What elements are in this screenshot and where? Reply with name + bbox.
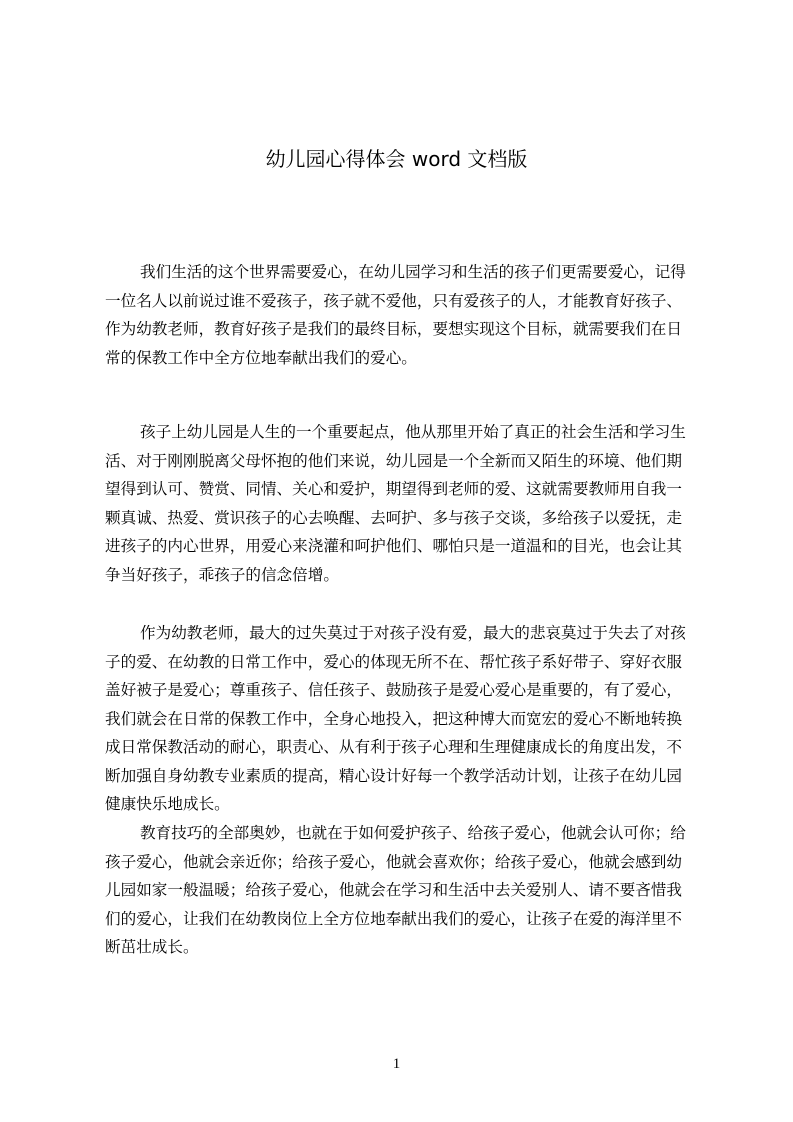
text-line: 颗真诚、热爱、赏识孩子的心去唤醒、去呵护、多与孩子交谈，多给孩子以爱抚，走 — [105, 508, 682, 527]
text-line: 望得到认可、赞赏、同情、关心和爱护，期望得到老师的爱、这就需要教师用自我一 — [105, 480, 682, 498]
paragraph-4 — [105, 819, 703, 962]
paragraph-3 — [105, 619, 703, 819]
text-line: 们的爱心，让我们在幼教岗位上全方位地奉献出我们的爱心，让孩子在爱的海洋里不 — [105, 909, 682, 928]
text-line: 教育技巧的全部奥妙，也就在于如何爱护孩子、给孩子爱心，他就会认可你；给 — [140, 824, 686, 842]
paragraph-2 — [105, 418, 703, 589]
text-line: 孩子爱心，他就会亲近你；给孩子爱心，他就会喜欢你；给孩子爱心，他就会感到幼 — [105, 852, 682, 871]
text-line: 断加强自身幼教专业素质的提高，精心设计好每一个教学活动计划，让孩子在幼儿园 — [105, 766, 682, 785]
text-line: 进孩子的内心世界，用爱心来浇灌和呵护他们、哪怕只是一道温和的目光，也会让其 — [105, 537, 682, 555]
text-line: 断茁壮成长。 — [105, 938, 199, 956]
text-line: 作为幼教老师，教育好孩子是我们的最终目标，要想实现这个目标，就需要我们在日 — [105, 320, 682, 338]
text-line: 常的保教工作中全方位地奉献出我们的爱心。 — [105, 348, 417, 367]
text-line: 儿园如家一般温暖；给孩子爱心，他就会在学习和生活中去关爱别人、请不要吝惜我 — [105, 881, 682, 899]
text-line: 争当好孩子，乖孩子的信念倍增。 — [105, 565, 339, 584]
text-line: 一位名人以前说过谁不爱孩子，孩子就不爱他，只有爱孩子的人，才能教育好孩子、 — [105, 291, 682, 310]
text-line: 健康快乐地成长。 — [105, 795, 230, 813]
text-line: 子的爱、在幼教的日常工作中，爱心的体现无所不在、帮忙孩子系好带子、穿好衣服 — [105, 652, 682, 671]
text-line: 活、对于刚刚脱离父母怀抱的他们来说，幼儿园是一个全新而又陌生的环境、他们期 — [105, 451, 682, 470]
text-line: 成日常保教活动的耐心，职责心、从有利于孩子心理和生理健康成长的角度出发，不 — [105, 738, 682, 756]
text-line: 我们生活的这个世界需要爱心，在幼儿园学习和生活的孩子们更需要爱心，记得 — [140, 263, 686, 281]
paragraph-1 — [105, 258, 703, 372]
text-line: 盖好被子是爱心；尊重孩子、信任孩子、鼓励孩子是爱心爱心是重要的，有了爱心， — [105, 681, 682, 699]
text-line: 孩子上幼儿园是人生的一个重要起点，他从那里开始了真正的社会生活和学习生 — [140, 423, 686, 441]
text-line: 作为幼教老师，最大的过失莫过于对孩子没有爱，最大的悲哀莫过于失去了对孩 — [140, 624, 686, 642]
document-title: 幼儿园心得体会 word 文档版 — [265, 147, 528, 171]
page-number: 1 — [392, 1056, 401, 1072]
text-line: 我们就会在日常的保教工作中，全身心地投入，把这种博大而宽宏的爱心不断地转换 — [105, 709, 682, 728]
